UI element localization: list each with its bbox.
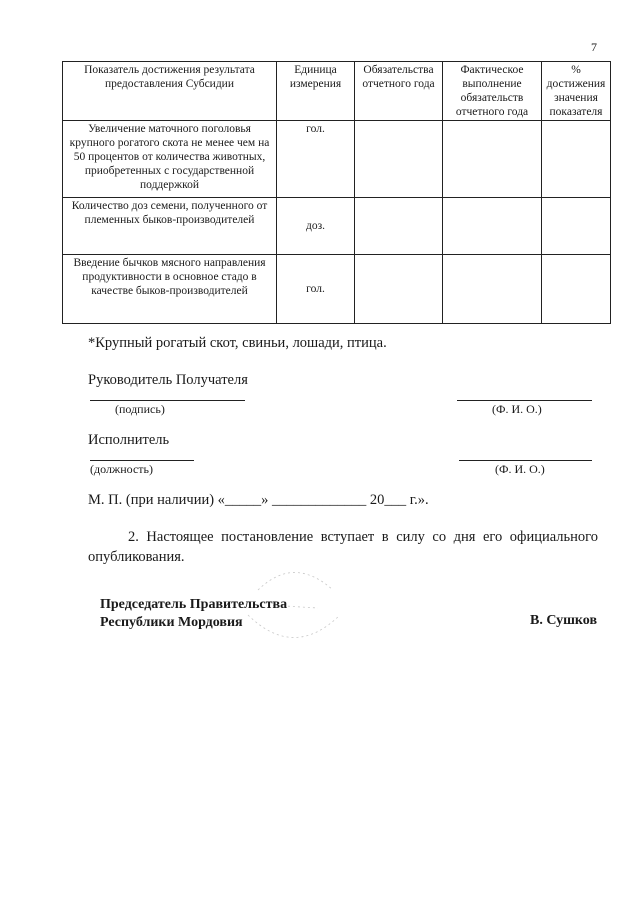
header-percent: % достижения значения показателя — [542, 62, 611, 121]
actual-cell — [443, 198, 542, 255]
unit-cell: гол. — [277, 255, 355, 324]
chairman-title — [100, 596, 287, 632]
header-indicator: Показатель достижения результата предоставления Субсидии — [63, 62, 277, 121]
header-unit: Единица измерения — [277, 62, 355, 121]
executor-label: Исполнитель — [88, 432, 170, 448]
unit-cell: доз. — [277, 198, 355, 255]
obligation-cell — [355, 255, 443, 324]
table-row — [63, 121, 611, 198]
fio-line — [457, 400, 592, 401]
chairman-title-line2: Республики Мордовия — [100, 615, 243, 630]
percent-cell — [542, 255, 611, 324]
header-actual: Фактическое выполнение обязательств отчетного года — [443, 62, 542, 121]
actual-cell — [443, 121, 542, 198]
fio-line — [459, 460, 592, 461]
indicator-cell: Введение бычков мясного направления продуктивности в основное стадо в качестве быков-производителей — [63, 255, 277, 324]
signature-line — [90, 400, 245, 401]
page-number: 7 — [591, 40, 597, 54]
position-line — [90, 460, 194, 461]
chairman-name: В. Сушков — [530, 613, 598, 628]
recipient-head-label: Руководитель Получателя — [88, 372, 248, 388]
table-row — [63, 198, 611, 255]
percent-cell — [542, 198, 611, 255]
indicator-cell: Увеличение маточного поголовья крупного рогатого скота не менее чем на 50 процентов от количества животных, приобретенных с государственной поддержкой — [63, 121, 277, 198]
signature-caption: (подпись) — [115, 402, 165, 416]
fio-caption: (Ф. И. О.) — [495, 462, 545, 476]
fio-caption: (Ф. И. О.) — [492, 402, 542, 416]
obligation-cell — [355, 198, 443, 255]
footnote: *Крупный рогатый скот, свиньи, лошади, птица. — [88, 335, 387, 351]
position-caption: (должность) — [90, 462, 153, 476]
unit-cell: гол. — [277, 121, 355, 198]
table-header-row — [63, 62, 611, 121]
effective-date-paragraph: 2. Настоящее постановление вступает в силу со дня его официального опубликования. — [88, 529, 598, 565]
indicator-table — [62, 61, 611, 324]
obligation-cell — [355, 121, 443, 198]
chairman-title-line1: Председатель Правительства — [100, 597, 288, 612]
percent-cell — [542, 121, 611, 198]
indicator-cell: Количество доз семени, полученного от племенных быков-производителей — [63, 198, 277, 255]
header-obligation: Обязательства отчетного года — [355, 62, 443, 121]
seal-date-line: М. П. (при наличии) «_____» _____________ 20___ г.». — [88, 492, 429, 508]
actual-cell — [443, 255, 542, 324]
table-row — [63, 255, 611, 324]
